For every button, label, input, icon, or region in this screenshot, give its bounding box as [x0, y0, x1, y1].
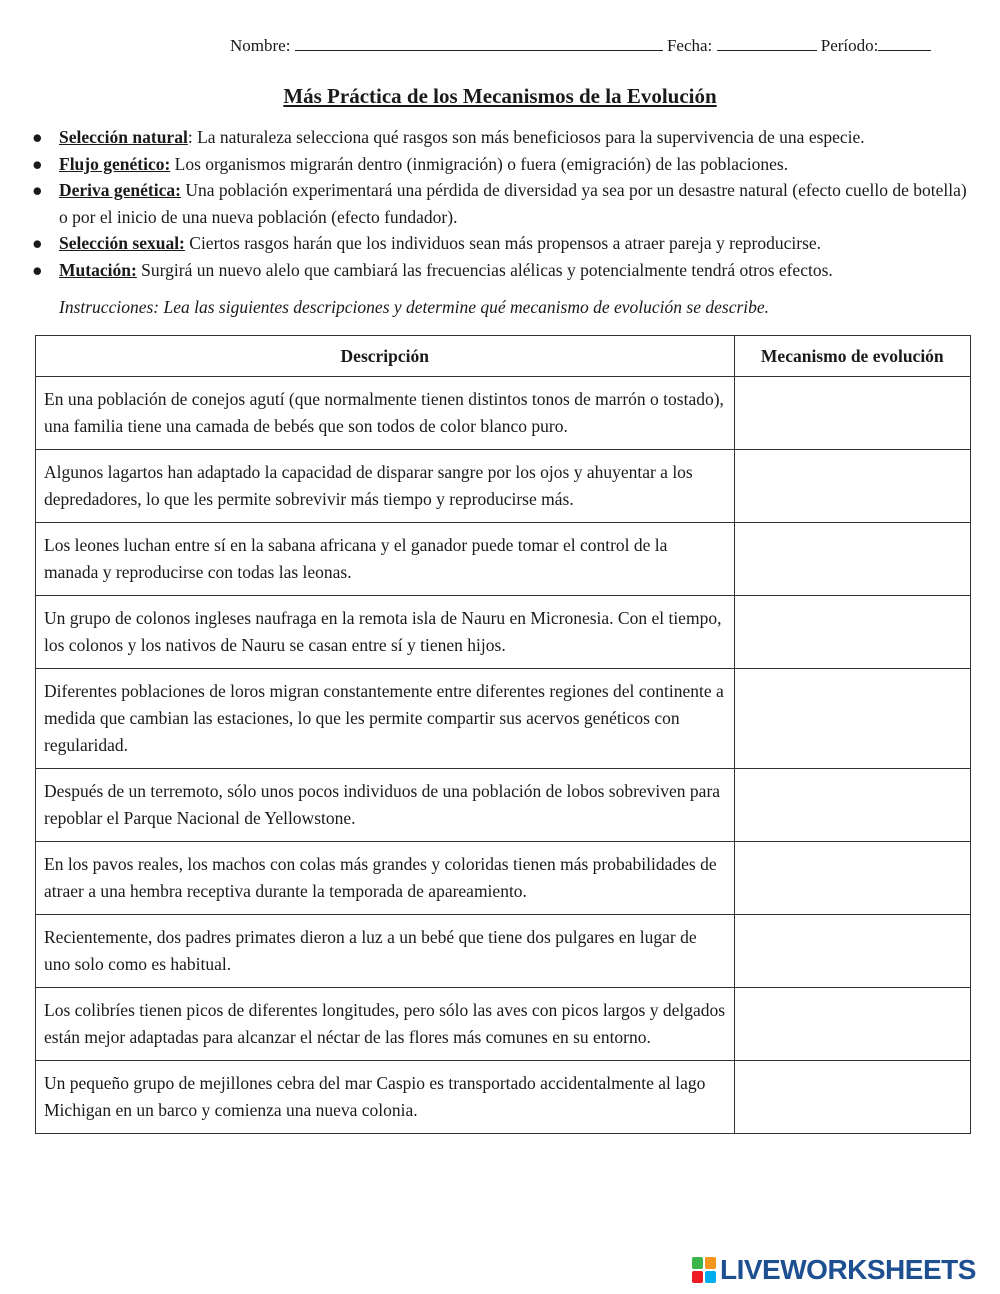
definition-term: Deriva genética: [59, 180, 181, 200]
definition-item [32, 230, 972, 257]
logo-square [705, 1271, 716, 1283]
description-cell: Un pequeño grupo de mejillones cebra del mar Caspio es transportado accidentalmente al lago Michigan en un barco y comienza una nueva colonia. [36, 1061, 735, 1134]
answer-cell[interactable] [734, 596, 970, 669]
mechanism-table [35, 335, 971, 1134]
definition-term: Flujo genético: [59, 153, 171, 174]
definition-text: Los organismos migrarán dentro (inmigración) o fuera (emigración) de las poblaciones. [170, 153, 789, 174]
bullet-icon: ● [32, 180, 43, 200]
mechanism-answer-input[interactable] [735, 669, 970, 697]
answer-cell[interactable] [734, 769, 970, 842]
definition-item [32, 177, 972, 230]
answer-cell[interactable] [734, 988, 970, 1061]
definition-text: La naturaleza selecciona qué rasgos son más beneficiosos para la supervivencia de una especie. [192, 127, 865, 147]
instructions: Instrucciones: Lea las siguientes descripciones y determine qué mecanismo de evolución se describe. [59, 297, 770, 317]
date-blank[interactable] [717, 36, 817, 51]
logo-square [692, 1257, 703, 1269]
answer-cell[interactable] [734, 450, 970, 523]
logo-square [692, 1271, 703, 1283]
logo-icon [692, 1257, 716, 1283]
definition-item [32, 257, 972, 284]
mechanism-answer-input[interactable] [735, 596, 970, 624]
name-blank[interactable] [295, 36, 663, 51]
definition-term: Mutación: [59, 259, 137, 280]
period-blank[interactable] [878, 36, 931, 51]
table-row [36, 523, 971, 596]
answer-cell[interactable] [734, 1061, 970, 1134]
bullet-icon: ● [32, 233, 43, 253]
definitions-list [32, 124, 972, 283]
date-label: Fecha: [666, 36, 713, 55]
description-cell: Algunos lagartos han adaptado la capacidad de disparar sangre por los ojos y ahuyentar a los depredadores, lo que les permite sobrevivir más tiempo y reproducirse más. [36, 450, 735, 523]
description-cell: En los pavos reales, los machos con colas más grandes y coloridas tienen más probabilidades de atraer a una hembra receptiva durante la temporada de apareamiento. [36, 842, 735, 915]
mechanism-answer-input[interactable] [735, 450, 970, 478]
definition-term: Selección natural [59, 127, 188, 147]
answer-cell[interactable] [734, 523, 970, 596]
liveworksheets-logo [692, 1252, 976, 1288]
description-cell: Los leones luchan entre sí en la sabana africana y el ganador puede tomar el control de la manada y reproducirse con todas las leonas. [36, 523, 735, 596]
logo-square [705, 1257, 716, 1269]
period-label: Período: [820, 36, 879, 55]
mechanism-answer-input[interactable] [735, 988, 970, 1016]
answer-cell[interactable] [734, 915, 970, 988]
mechanism-answer-input[interactable] [735, 377, 970, 405]
student-info-header [230, 36, 950, 56]
table-row [36, 450, 971, 523]
definition-item [32, 151, 972, 178]
definition-text: Ciertos rasgos harán que los individuos sean más propensos a atraer pareja y reproducirse. [184, 233, 822, 253]
mechanism-answer-input[interactable] [735, 915, 970, 943]
table-row [36, 669, 971, 769]
mechanism-answer-input[interactable] [735, 523, 970, 551]
mechanism-answer-input[interactable] [735, 842, 970, 870]
bullet-icon: ● [32, 127, 43, 147]
table-row [36, 915, 971, 988]
definition-item [32, 124, 972, 151]
table-row [36, 1061, 971, 1134]
description-cell: Un grupo de colonos ingleses naufraga en la remota isla de Nauru en Micronesia. Con el tiempo, los colonos y los nativos de Nauru se casan entre sí y tienen hijos. [36, 596, 735, 669]
description-cell: En una población de conejos agutí (que normalmente tienen distintos tonos de marrón o tostado), una familia tiene una camada de bebés que son todos de color blanco puro. [36, 377, 735, 450]
mechanism-answer-input[interactable] [735, 769, 970, 797]
description-cell: Los colibríes tienen picos de diferentes longitudes, pero sólo las aves con picos largos y delgados están mejor adaptadas para alcanzar el néctar de las flores más comunes en su entorno. [36, 988, 735, 1061]
mechanism-answer-input[interactable] [735, 1061, 970, 1089]
table-header-row [36, 336, 971, 377]
definition-term: Selección sexual: [59, 233, 185, 253]
table-row [36, 988, 971, 1061]
answer-cell[interactable] [734, 377, 970, 450]
page-title: Más Práctica de los Mecanismos de la Evolución [283, 84, 717, 108]
answer-cell[interactable] [734, 669, 970, 769]
table-row [36, 596, 971, 669]
bullet-icon: ● [32, 153, 43, 174]
table-row [36, 377, 971, 450]
bullet-icon: ● [32, 259, 43, 280]
table-row [36, 842, 971, 915]
description-cell: Recientemente, dos padres primates dieron a luz a un bebé que tiene dos pulgares en lugar de uno solo como es habitual. [36, 915, 735, 988]
name-label: Nombre: [230, 36, 291, 55]
definition-text: Una población experimentará una pérdida de diversidad ya sea por un desastre natural (efecto cuello de botella) o por el inicio de una nueva población (efecto fundador). [59, 180, 967, 227]
answer-cell[interactable] [734, 842, 970, 915]
description-cell: Después de un terremoto, sólo unos pocos individuos de una población de lobos sobreviven para repoblar el Parque Nacional de Yellowstone. [36, 769, 735, 842]
description-column-header: Descripción [36, 336, 735, 377]
table-row [36, 769, 971, 842]
description-cell: Diferentes poblaciones de loros migran constantemente entre diferentes regiones del continente a medida que cambian las estaciones, lo que les permite compartir sus acervos genéticos con regularidad. [36, 669, 735, 769]
definition-text: Surgirá un nuevo alelo que cambiará las frecuencias alélicas y potencialmente tendrá otros efectos. [136, 259, 833, 280]
mechanism-column-header: Mecanismo de evolución [734, 336, 970, 377]
definition-separator: : [187, 127, 193, 147]
logo-text: LIVEWORKSHEETS [720, 1254, 976, 1285]
